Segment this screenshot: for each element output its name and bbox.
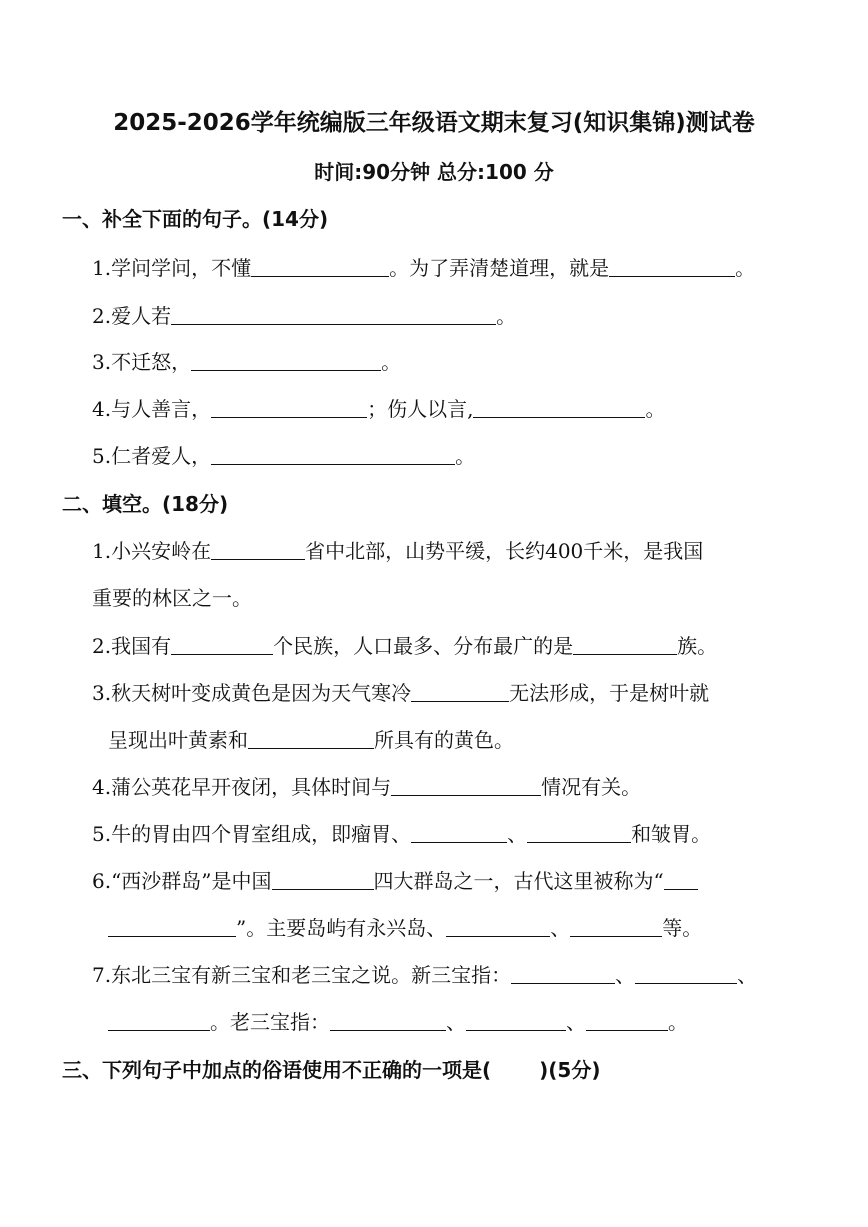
question-text: 重要的林区之一。 bbox=[92, 586, 252, 610]
question-2-5 bbox=[92, 824, 711, 844]
answer-blank[interactable] bbox=[527, 824, 631, 843]
document-title: 2025-2026学年统编版三年级语文期末复习(知识集锦)测试卷 bbox=[113, 110, 755, 136]
question-2-4 bbox=[92, 777, 641, 797]
answer-blank[interactable] bbox=[411, 824, 507, 843]
question-text: 5.仁者爱人， bbox=[92, 444, 212, 468]
question-text: 省中北部，山势平缓，长约400千米，是我国 bbox=[305, 539, 704, 563]
question-text: 。老三宝指： bbox=[210, 1010, 330, 1034]
question-text: 无法形成，于是树叶就 bbox=[509, 681, 710, 705]
answer-blank[interactable] bbox=[108, 918, 236, 937]
question-text: 2.我国有 bbox=[92, 634, 172, 658]
question-text: 等。 bbox=[662, 916, 703, 940]
question-1-4 bbox=[92, 399, 665, 419]
question-text: ”。主要岛屿有永兴岛、 bbox=[236, 916, 447, 940]
section-3-heading-text: 三、下列句子中加点的俗语使用不正确的一项是( bbox=[62, 1058, 492, 1082]
answer-blank[interactable] bbox=[211, 446, 455, 465]
question-1-3 bbox=[92, 352, 401, 372]
answer-blank[interactable] bbox=[108, 1012, 210, 1031]
question-text: 。 bbox=[735, 256, 756, 280]
section-3-heading bbox=[62, 1060, 600, 1080]
question-text: 3.秋天树叶变成黄色是因为天气寒冷 bbox=[92, 681, 412, 705]
question-2-1 bbox=[92, 541, 703, 561]
answer-blank[interactable] bbox=[191, 352, 381, 371]
question-2-7 bbox=[92, 965, 757, 985]
question-text: 4.与人善言， bbox=[92, 397, 212, 421]
question-text: 。为了弄清楚道理，就是 bbox=[389, 256, 610, 280]
question-text: 。 bbox=[668, 1010, 688, 1034]
answer-blank[interactable] bbox=[330, 1012, 446, 1031]
question-2-2 bbox=[92, 636, 717, 656]
question-text: 呈现出叶黄素和 bbox=[108, 728, 248, 752]
question-text: 、 bbox=[737, 963, 758, 987]
question-text: 5.牛的胃由四个胃室组成，即瘤胃、 bbox=[92, 822, 412, 846]
section-3-points: )(5分) bbox=[539, 1058, 601, 1082]
answer-blank[interactable] bbox=[248, 730, 374, 749]
question-text: 。 bbox=[496, 304, 517, 328]
answer-blank[interactable] bbox=[391, 777, 541, 796]
question-text: 、 bbox=[550, 916, 571, 940]
question-2-3-cont bbox=[108, 730, 514, 750]
answer-blank[interactable] bbox=[635, 965, 737, 984]
question-2-1-cont bbox=[92, 588, 252, 608]
answer-blank[interactable] bbox=[211, 399, 367, 418]
answer-blank[interactable] bbox=[211, 541, 305, 560]
question-text: 族。 bbox=[677, 634, 718, 658]
question-text: 个民族，人口最多、分布最广的是 bbox=[273, 634, 574, 658]
question-text: 。 bbox=[381, 350, 402, 374]
question-text: ；伤人以言, bbox=[367, 397, 474, 421]
question-text: 。 bbox=[645, 397, 666, 421]
question-2-7-cont bbox=[108, 1012, 688, 1032]
question-2-6-cont bbox=[108, 918, 702, 938]
question-text: 情况有关。 bbox=[541, 775, 642, 799]
section-2-heading: 二、填空。(18分) bbox=[62, 492, 229, 516]
answer-blank[interactable] bbox=[411, 683, 509, 702]
answer-blank[interactable] bbox=[171, 306, 496, 325]
question-text: 、 bbox=[507, 822, 528, 846]
question-text: 6.“西沙群岛”是中国 bbox=[92, 869, 272, 893]
answer-blank[interactable] bbox=[251, 258, 389, 277]
question-1-5 bbox=[92, 446, 475, 466]
question-text: 1.学问学问，不懂 bbox=[92, 256, 252, 280]
answer-blank[interactable] bbox=[573, 636, 677, 655]
question-1-2 bbox=[92, 306, 516, 326]
question-text: 1.小兴安岭在 bbox=[92, 539, 212, 563]
answer-blank[interactable] bbox=[570, 918, 662, 937]
question-text: 、 bbox=[446, 1010, 466, 1034]
question-text: 3.不迁怒， bbox=[92, 350, 192, 374]
answer-blank[interactable] bbox=[272, 871, 374, 890]
answer-blank[interactable] bbox=[466, 1012, 566, 1031]
question-text: 和皱胃。 bbox=[631, 822, 712, 846]
question-2-3 bbox=[92, 683, 709, 703]
answer-blank[interactable] bbox=[664, 871, 698, 890]
question-1-1 bbox=[92, 258, 755, 278]
answer-blank[interactable] bbox=[171, 636, 273, 655]
question-text: 7.东北三宝有新三宝和老三宝之说。新三宝指： bbox=[92, 963, 512, 987]
answer-blank[interactable] bbox=[446, 918, 550, 937]
question-2-6 bbox=[92, 871, 698, 891]
question-text: 四大群岛之一，古代这里被称为“ bbox=[373, 869, 664, 893]
answer-blank[interactable] bbox=[473, 399, 645, 418]
answer-blank[interactable] bbox=[609, 258, 735, 277]
question-text: 。 bbox=[455, 444, 476, 468]
question-text: 2.爱人若 bbox=[92, 304, 172, 328]
exam-info: 时间:90分钟 总分:100 分 bbox=[314, 160, 554, 184]
question-text: 所具有的黄色。 bbox=[374, 728, 514, 752]
question-text: 、 bbox=[615, 963, 636, 987]
answer-blank[interactable] bbox=[586, 1012, 668, 1031]
question-text: 4.蒲公英花早开夜闭，具体时间与 bbox=[92, 775, 392, 799]
answer-blank[interactable] bbox=[511, 965, 615, 984]
question-text: 、 bbox=[566, 1010, 586, 1034]
section-1-heading: 一、补全下面的句子。(14分) bbox=[62, 207, 329, 231]
